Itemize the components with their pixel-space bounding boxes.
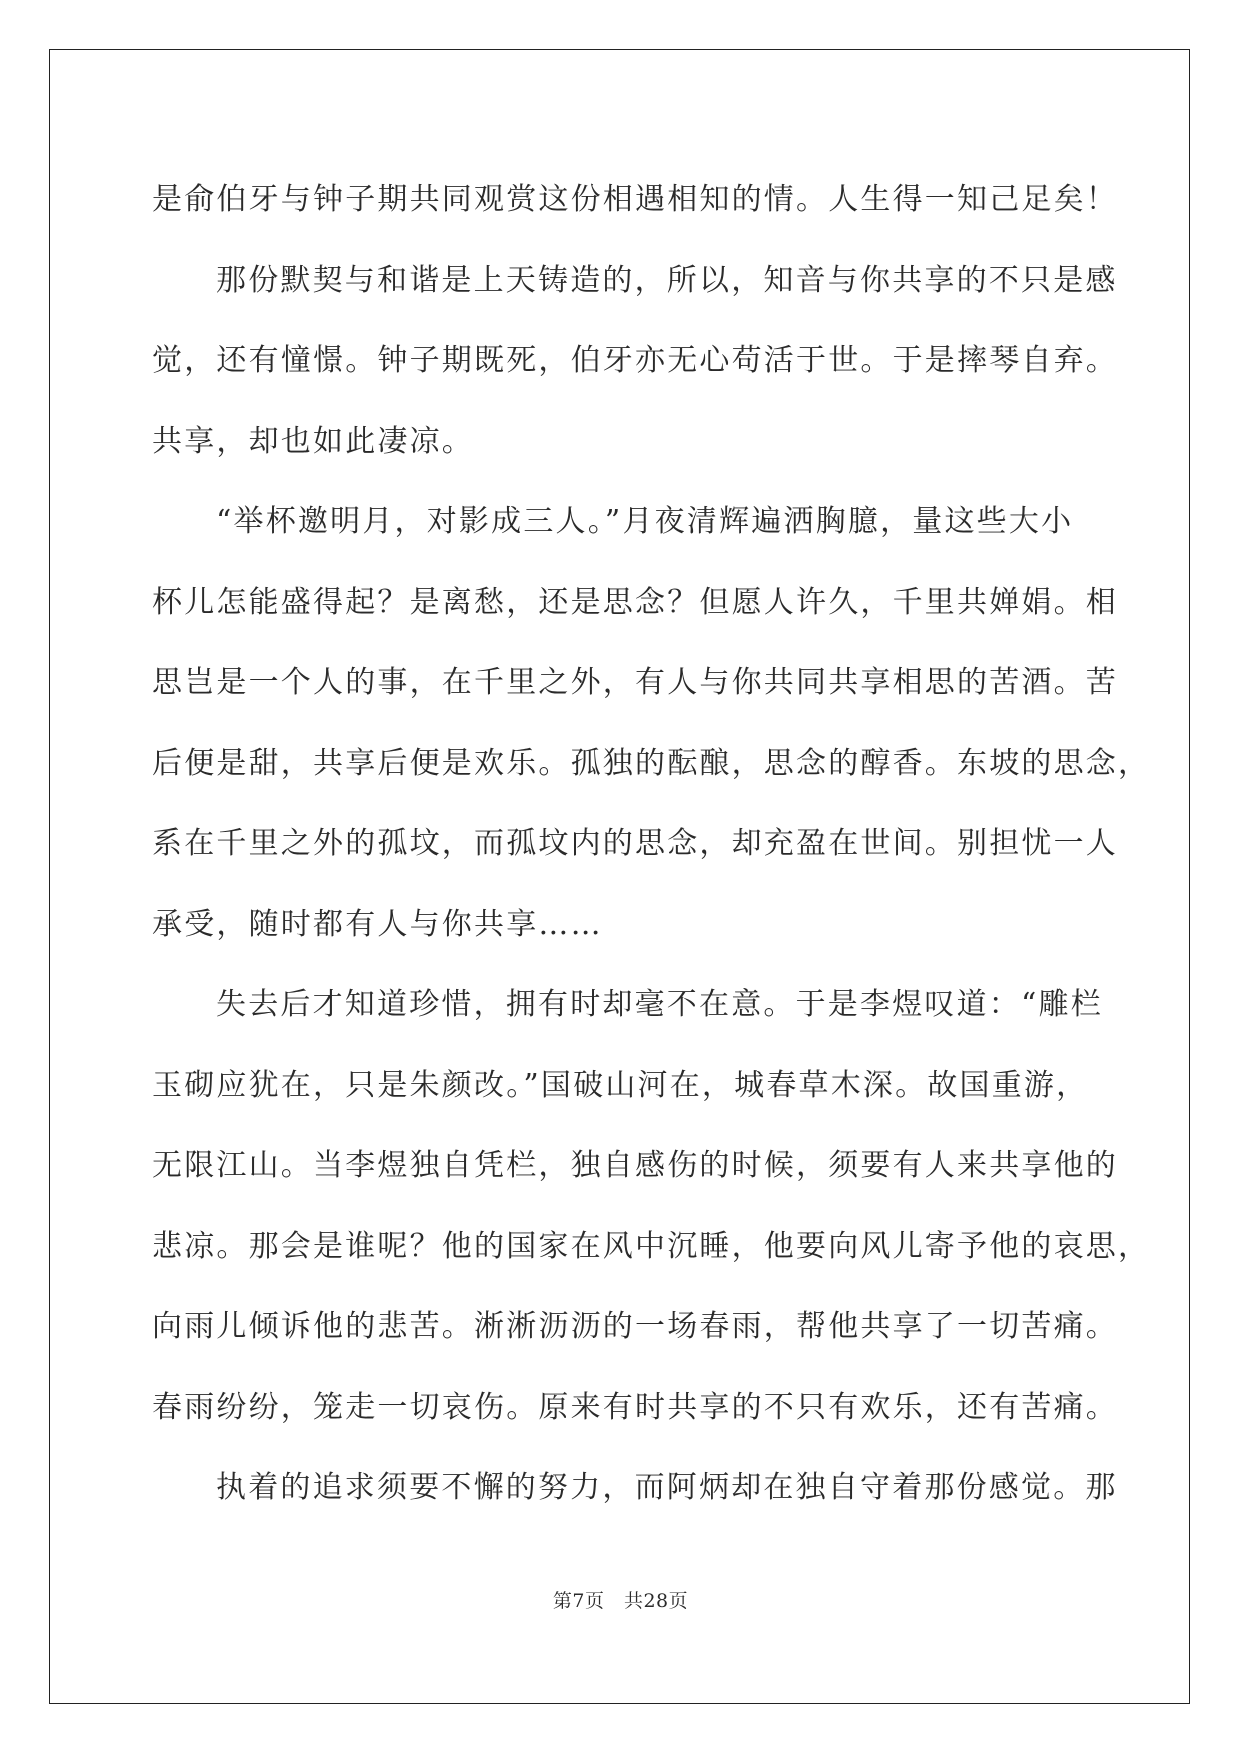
text-line-16: 春雨纷纷，笼走一切哀伤。原来有时共享的不只有欢乐，还有苦痛。 — [152, 1389, 1118, 1425]
text-line-11: 失去后才知道珍惜，拥有时却毫不在意。于是李煜叹道：“雕栏 — [216, 987, 1103, 1022]
text-line-7: 思岂是一个人的事，在千里之外，有人与你共同共享相思的苦酒。苦 — [152, 665, 1118, 700]
text-line-8: 后便是甜，共享后便是欢乐。孤独的酝酿，思念的醇香。东坡的思念， — [152, 745, 1151, 781]
document-body — [152, 160, 1151, 1529]
text-line-9: 系在千里之外的孤坟，而孤坟内的思念，却充盈在世间。别担忧一人 — [152, 826, 1118, 861]
text-line-13: 无限江山。当李煜独自凭栏，独自感伤的时候，须要有人来共享他的 — [152, 1148, 1118, 1183]
text-line-3: 觉，还有憧憬。钟子期既死，伯牙亦无心苟活于世。于是摔琴自弃。 — [152, 343, 1118, 378]
text-line-6: 杯儿怎能盛得起？是离愁，还是思念？但愿人许久，千里共婵娟。相 — [152, 584, 1118, 620]
text-line-2: 那份默契与和谐是上天铸造的，所以，知音与你共享的不只是感 — [216, 262, 1118, 298]
text-line-15: 向雨儿倾诉他的悲苦。淅淅沥沥的一场春雨，帮他共享了一切苦痛。 — [152, 1309, 1118, 1344]
page-number: 第7页 共28页 — [552, 1590, 689, 1612]
text-line-4: 共享，却也如此凄凉。 — [152, 423, 474, 459]
text-line-12: 玉砌应犹在，只是朱颜改。”国破山河在，城春草木深。故国重游， — [152, 1067, 1089, 1103]
text-line-17: 执着的追求须要不懈的努力，而阿炳却在独自守着那份感觉。那 — [216, 1470, 1118, 1505]
text-line-14: 悲凉。那会是谁呢？他的国家在风中沉睡，他要向风儿寄予他的哀思， — [152, 1228, 1151, 1264]
text-line-5: “举杯邀明月，对影成三人。”月夜清辉遍洒胸臆，量这些大小 — [216, 504, 1074, 539]
text-line-1: 是俞伯牙与钟子期共同观赏这份相遇相知的情。人生得一知己足矣！ — [152, 182, 1118, 217]
text-line-10: 承受，随时都有人与你共享…… — [152, 906, 603, 942]
